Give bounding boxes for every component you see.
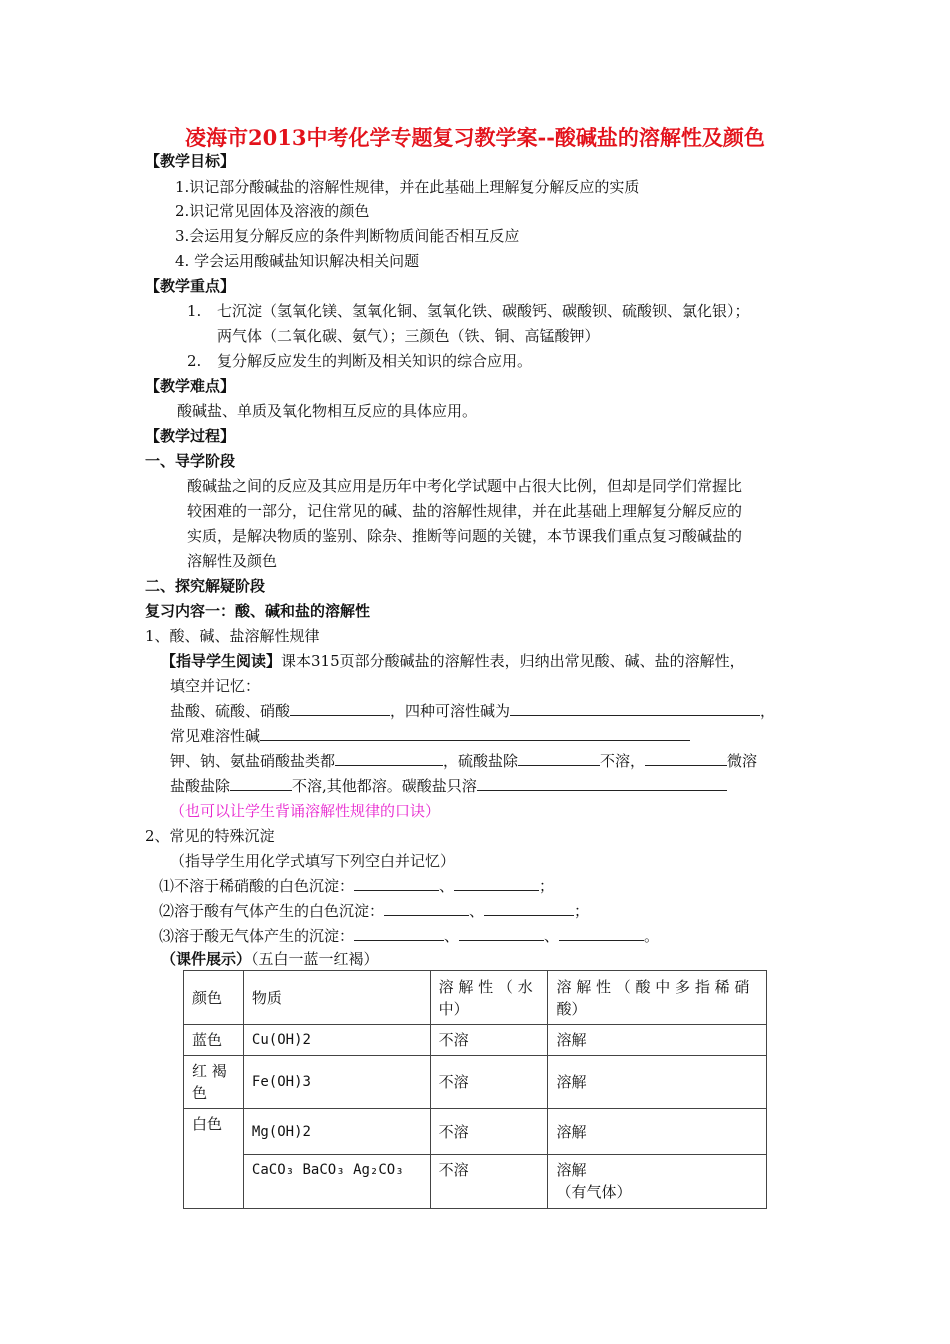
fill-label: 微溶 [727,752,758,770]
substance-cell: Mg(OH)2 [243,1109,430,1155]
key-point-text: 七沉淀（氢氧化镁、氢氧化铜、氢氧化铁、碳酸钙、碳酸钡、硫酸钡、氯化银）； [217,302,750,320]
fill-label: 常见难溶性碱 [170,727,261,745]
color-solubility-table [183,970,767,1209]
key-point-number: 2. [187,352,202,370]
question-label: ⑶溶于酸无气体产生的沉淀： [159,927,355,945]
question-line [159,926,659,946]
fill-blank[interactable] [230,776,292,791]
courseware-text: （五白一蓝一红褐） [251,950,379,968]
header-text: 溶 解 性 （ 酸 中 多 指 稀 硝 [556,977,750,996]
table-row [184,1109,767,1155]
water-solubility-cell: 不溶 [430,1025,548,1056]
mnemonic-note: （也可以让学生背诵溶解性规律的口诀） [170,802,441,820]
answer-blank[interactable] [454,876,539,891]
fill-line [170,726,690,746]
question-label: ⑵溶于酸有气体产生的白色沉淀： [159,902,385,920]
separator: ； [574,902,590,920]
table-header-cell [430,971,548,1025]
water-solubility-cell: 不溶 [430,1056,548,1109]
acid-text: 溶解 [556,1161,587,1179]
table-header-cell: 物质 [243,971,430,1025]
question-label: ⑴不溶于稀硝酸的白色沉淀： [159,877,355,895]
separator: 、 [469,902,485,920]
acid-solubility-cell: 溶解 [548,1056,767,1109]
page-title: 凌海市2013中考化学专题复习教学案--酸碱盐的溶解性及颜色 [185,125,765,150]
rule-title: 1、酸、碱、盐溶解性规律 [145,627,320,645]
question-line [159,876,554,896]
separator: ； [539,877,555,895]
stage-heading: 二、探究解疑阶段 [145,577,266,595]
fill-label: 不溶,其他都溶。碳酸盐只溶 [292,777,477,795]
answer-blank[interactable] [354,876,439,891]
table-row [184,1056,767,1109]
fill-blank[interactable] [510,701,760,716]
review-heading: 复习内容一：酸、碱和盐的溶解性 [145,602,371,620]
fill-label: 不溶， [600,752,646,770]
acid-solubility-cell: 溶解 [548,1109,767,1155]
fill-label: 盐酸、硫酸、硝酸 [170,702,291,720]
fill-label: ， [760,702,776,720]
acid-solubility-cell [548,1155,767,1209]
goal-item: 1.识记部分酸碱盐的溶解性规律，并在此基础上理解复分解反应的实质 [175,178,640,196]
paragraph-line: 实质，是解决物质的鉴别、除杂、推断等问题的关键，本节课我们重点复习酸碱盐的 [187,527,743,545]
key-point-number: 1. [187,302,202,320]
substance-cell: Cu(OH)2 [243,1025,430,1056]
table-header-cell [548,971,767,1025]
substance-cell: Fe(OH)3 [243,1056,430,1109]
key-point-text: 两气体（二氧化碳、氨气）；三颜色（铁、铜、高锰酸钾） [217,327,600,345]
color-text: 红 褐 [192,1062,227,1080]
separator: 、 [439,877,455,895]
table-row [184,1025,767,1056]
substance-cell: CaCO₃ BaCO₃ Ag₂CO₃ [243,1155,430,1209]
fill-blank[interactable] [477,776,727,791]
guide-text: 课本315页部分酸碱盐的溶解性表，归纳出常见酸、碱、盐的溶解性， [281,652,745,670]
fill-label: ，硫酸盐除 [443,752,519,770]
acid-solubility-cell: 溶解 [548,1025,767,1056]
answer-blank[interactable] [354,926,444,941]
answer-blank[interactable] [484,901,574,916]
color-text: 色 [192,1084,208,1102]
header-text: 酸） [556,999,587,1018]
fill-line [170,701,775,721]
precipitate-title: 2、常见的特殊沉淀 [145,827,275,845]
fill-blank[interactable] [290,701,390,716]
section-heading-key-points: 【教学重点】 [145,277,236,295]
table-header-cell: 颜色 [184,971,244,1025]
stage-heading: 一、导学阶段 [145,452,236,470]
guide-text-continued: 填空并记忆： [170,677,261,695]
section-heading-goals: 【教学目标】 [145,152,236,170]
answer-blank[interactable] [384,901,469,916]
goal-item: 2.识记常见固体及溶液的颜色 [175,202,370,220]
guide-line [161,651,745,671]
acid-note: （有气体） [556,1183,632,1201]
separator: 、 [544,927,560,945]
table-row [184,1155,767,1209]
fill-label: 盐酸盐除 [170,777,231,795]
fill-blank[interactable] [335,751,443,766]
goal-item: 4. 学会运用酸碱盐知识解决相关问题 [175,252,420,270]
separator: 、 [444,927,460,945]
goal-item: 3.会运用复分解反应的条件判断物质间能否相互反应 [175,227,520,245]
color-cell [184,1056,244,1109]
fill-blank[interactable] [645,751,727,766]
section-heading-process: 【教学过程】 [145,427,236,445]
paragraph-line: 溶解性及颜色 [187,552,278,570]
table-header-row [184,971,767,1025]
color-cell: 蓝色 [184,1025,244,1056]
answer-blank[interactable] [559,926,644,941]
fill-blank[interactable] [518,751,600,766]
guide-label: 【指导学生阅读】 [161,652,282,670]
answer-blank[interactable] [459,926,544,941]
precipitate-guide: （指导学生用化学式填写下列空白并记忆） [170,852,456,870]
color-cell: 白色 [184,1109,244,1209]
fill-label: 钾、钠、氨盐硝酸盐类都 [170,752,336,770]
water-solubility-cell: 不溶 [430,1109,548,1155]
paragraph-line: 较困难的一部分，记住常见的碱、盐的溶解性规律，并在此基础上理解复分解反应的 [187,502,743,520]
fill-line [170,751,757,771]
fill-blank[interactable] [260,726,690,741]
fill-label: ，四种可溶性碱为 [390,702,511,720]
key-point-text: 复分解反应发生的判断及相关知识的综合应用。 [217,352,533,370]
section-heading-difficulties: 【教学难点】 [145,377,236,395]
water-solubility-cell: 不溶 [430,1155,548,1209]
paragraph-line: 酸碱盐之间的反应及其应用是历年中考化学试题中占很大比例，但却是同学们常握比 [187,477,743,495]
courseware-label: （课件展示） [161,950,252,968]
fill-line [170,776,727,796]
separator: 。 [644,927,660,945]
question-line [159,901,589,921]
courseware-line [161,949,379,969]
header-text: 中） [438,999,469,1018]
difficulties-text: 酸碱盐、单质及氧化物相互反应的具体应用。 [177,402,478,420]
header-text: 溶 解 性 （ 水 [438,977,533,996]
